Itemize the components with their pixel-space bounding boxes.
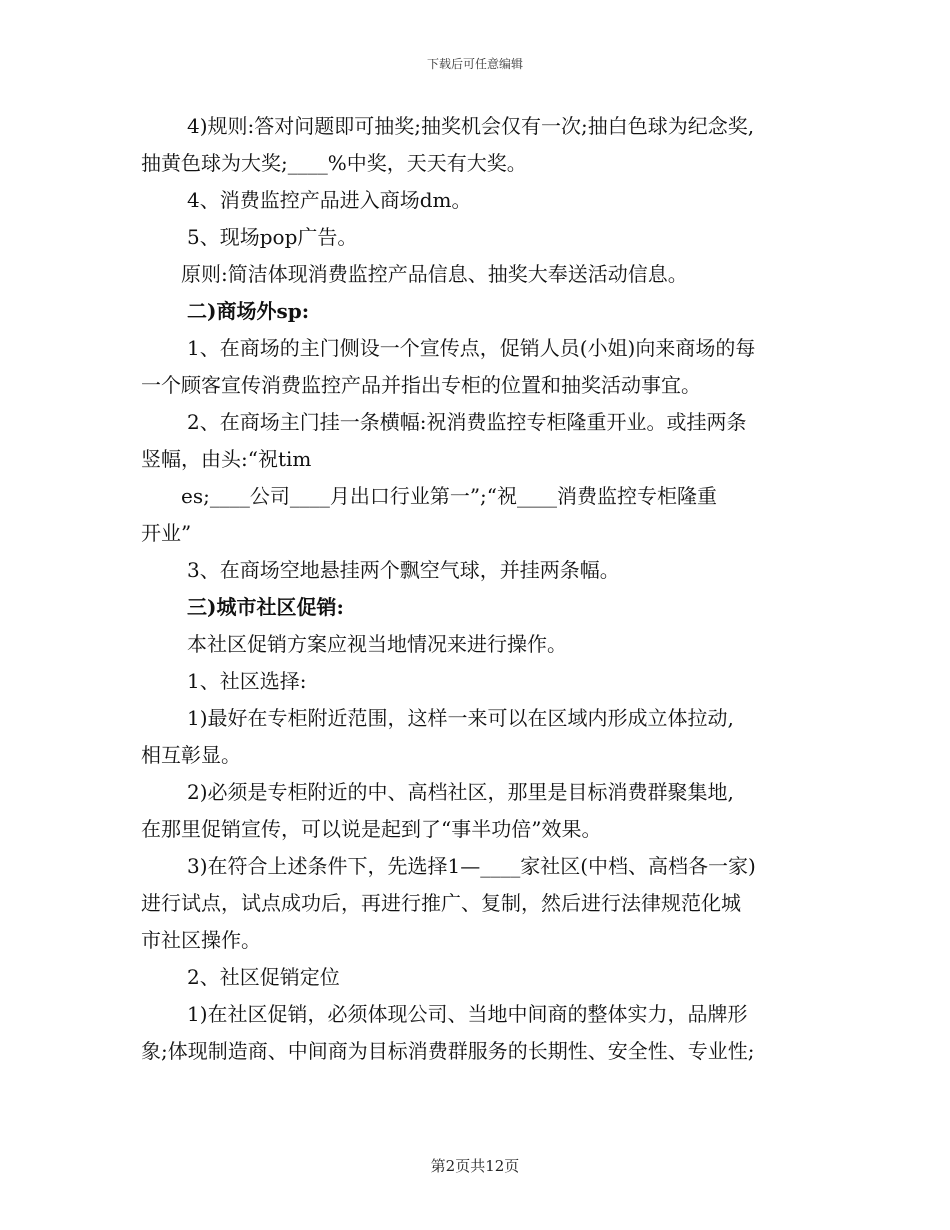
text-line: es;____公司____月出口行业第一”;“祝____消费监控专柜隆重 [181, 484, 718, 508]
page-footer: 第2页共12页 [430, 1157, 520, 1175]
text-line: 相互彰显。 [141, 743, 241, 767]
text-line: 1)在社区促销，必须体现公司、当地中间商的整体实力，品牌形 [187, 1002, 748, 1026]
text-line: 在那里促销宣传，可以说是起到了“事半功倍”效果。 [141, 817, 602, 841]
text-line: 1)最好在专柜附近范围，这样一来可以在区域内形成立体拉动, [187, 706, 734, 730]
text-line: 2、社区促销定位 [187, 965, 340, 989]
text-line: 本社区促销方案应视当地情况来进行操作。 [187, 632, 567, 656]
text-line: 市社区操作。 [141, 928, 261, 952]
text-line: 抽黄色球为大奖;____%中奖，天天有大奖。 [141, 151, 527, 175]
section-heading: 二)商场外sp: [187, 299, 310, 323]
text-line: 4)规则:答对问题即可抽奖;抽奖机会仅有一次;抽白色球为纪念奖, [187, 114, 755, 138]
text-line: 原则:简洁体现消费监控产品信息、抽奖大奉送活动信息。 [181, 262, 688, 286]
document-body [141, 108, 813, 1070]
text-line: 竖幅，由头:“祝tim [141, 447, 312, 471]
text-line: 3)在符合上述条件下，先选择1—____家社区(中档、高档各一家) [187, 854, 756, 878]
text-line: 4、消费监控产品进入商场dm。 [187, 188, 472, 212]
text-line: 5、现场pop广告。 [187, 225, 358, 249]
text-line: 1、在商场的主门侧设一个宣传点，促销人员(小姐)向来商场的每 [187, 336, 756, 360]
text-line: 象;体现制造商、中间商为目标消费群服务的长期性、安全性、专业性; [141, 1039, 755, 1063]
page-header: 下载后可任意编辑 [426, 57, 523, 71]
text-line: 开业” [141, 521, 192, 545]
text-line: 3、在商场空地悬挂两个飘空气球，并挂两条幅。 [187, 558, 620, 582]
text-line: 一个顾客宣传消费监控产品并指出专柜的位置和抽奖活动事宜。 [141, 373, 701, 397]
text-line: 2)必须是专柜附近的中、高档社区，那里是目标消费群聚集地, [187, 780, 734, 804]
text-line: 进行试点，试点成功后，再进行推广、复制，然后进行法律规范化城 [141, 891, 741, 915]
text-line: 1、社区选择: [187, 669, 307, 693]
section-heading: 三)城市社区促销: [187, 595, 344, 619]
text-line: 2、在商场主门挂一条横幅:祝消费监控专柜隆重开业。或挂两条 [187, 410, 747, 434]
